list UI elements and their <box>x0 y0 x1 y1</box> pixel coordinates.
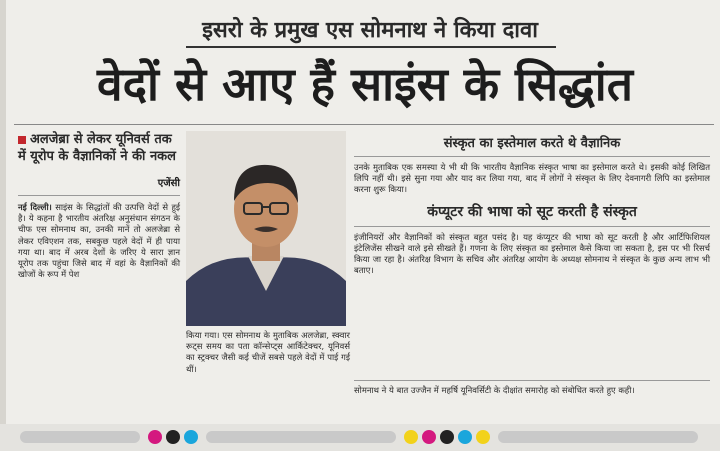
yellow-dot-2 <box>476 430 490 444</box>
middle-body: किया गया। एस सोमनाथ के मुताबिक अलजेब्रा, स्क्वार रूट्स समय का पता कॉन्सेप्ट्स आर्किटेक्चर, यूनिवर्स का स्ट्रक्चर जैसी कई चीजें सबसे पहले वेदों में पाई गई थीं। <box>186 330 350 374</box>
registration-bar-right <box>498 431 698 443</box>
magenta-dot <box>148 430 162 444</box>
main-headline: वेदों से आए हैं साइंस के सिद्धांत <box>97 57 633 111</box>
right-body-2: इंजीनियरों और वैज्ञानिकों को संस्कृत बहुत पसंद है। यह कंप्यूटर की भाषा को सूट करती है और आर्टिफिशियल इंटेलिजेंस सीखने वाले इसे सीखते हैं। गणना के लिए संस्कृत का इस्तेमाल कैसे किया जा सकता है, इस पर भी रिसर्च किया जा रहा है। अंतरिक्ष विभाग के सचिव और अंतरिक्ष आयोग के अध्यक्ष सोमनाथ ने संस्कृत के कुछ अन्य लाभ भी बताए। <box>354 231 710 276</box>
right-bottom-text <box>354 380 710 396</box>
registration-bar-middle <box>206 431 396 443</box>
magenta-dot-2 <box>422 430 436 444</box>
agency-credit: एजेंसी <box>157 178 180 189</box>
left-subheading: अलजेब्रा से लेकर यूनिवर्स तक में यूरोप के वैज्ञानिकों ने की नकल <box>18 132 176 164</box>
yellow-dot <box>404 430 418 444</box>
left-column <box>18 131 180 280</box>
kicker-headline: इसरो के प्रमुख एस सोमनाथ ने किया दावा <box>202 18 538 43</box>
right-subheading-computer: कंप्यूटर की भाषा को सूट करती है संस्कृत <box>427 203 637 220</box>
black-dot <box>166 430 180 444</box>
dateline: नई दिल्ली। <box>18 202 52 212</box>
right-divider-2 <box>354 226 710 227</box>
portrait-illustration <box>186 131 346 326</box>
right-body-3: सोमनाथ ने ये बात उज्जैन में महर्षि यूनिवर्सिटी के दीक्षांत समारोह को संबोधित करते हुए कही। <box>354 385 635 395</box>
headline-divider <box>14 124 714 125</box>
cyan-dot <box>184 430 198 444</box>
right-column <box>354 133 710 276</box>
page-edge <box>0 0 6 451</box>
left-body: नई दिल्ली। साइंस के सिद्धांतों की उत्पत्ति वेदों से हुई है। ये कहना है भारतीय अंतरिक्ष अनुसंधान संगठन के चीफ एस सोमनाथ का, उनकी मानें तो अलजेब्रा से लेकर एविएशन तक, सबकुछ पहले वेदों में ही पाया गया था। बाद में अरब देशों के जरिए ये सारा ज्ञान यूरोप तक पहुंचा जिसे बाद में वहां के वैज्ञानिकों की खोजों के रूप में पेश <box>18 202 180 280</box>
left-divider <box>18 195 180 196</box>
black-dot-2 <box>440 430 454 444</box>
right-subheading-sanskrit: संस्कृत का इस्तेमाल करते थे वैज्ञानिक <box>443 136 621 151</box>
right-divider-1 <box>354 156 710 157</box>
kicker-underline <box>186 46 556 48</box>
cyan-dot-2 <box>458 430 472 444</box>
color-registration-strip <box>0 424 720 451</box>
portrait-photo <box>186 131 346 326</box>
right-body-1: उनके मुताबिक एक समस्या ये भी थी कि भारतीय वैज्ञानिक संस्कृत भाषा का इस्तेमाल करते थे। इसकी कोई लिखित लिपि नहीं थी। इसे सुना गया और याद कर लिया गया, बाद में लोगों ने संस्कृत के लिए देवनागरी लिपि का इस्तेमाल करना शुरू किया। <box>354 162 710 195</box>
right-divider-3 <box>354 380 710 381</box>
bullet-square-icon <box>18 136 26 144</box>
middle-column-text <box>186 330 350 375</box>
registration-bar-left <box>20 431 140 443</box>
